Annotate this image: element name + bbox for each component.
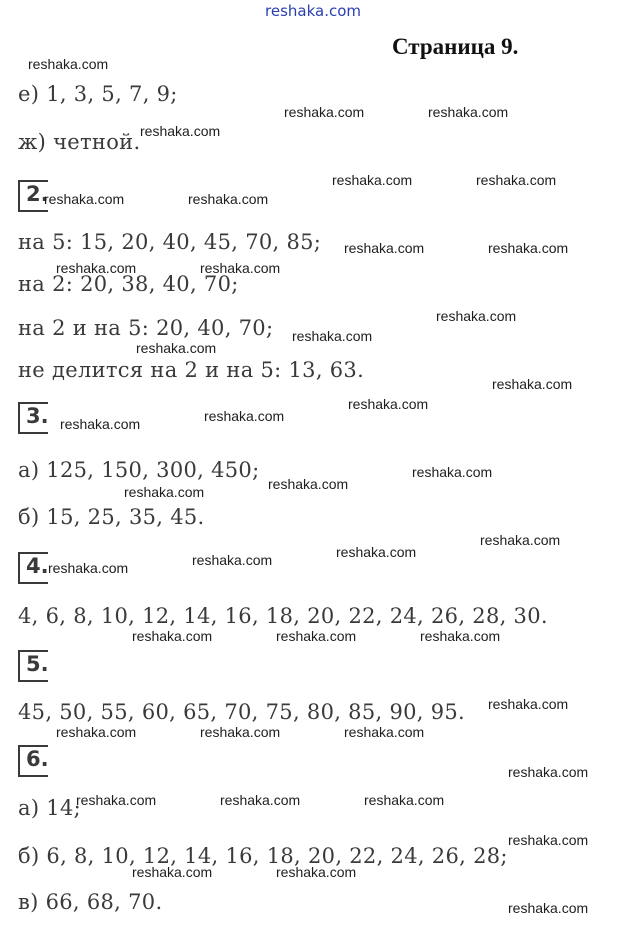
- watermark: reshaka.com: [44, 191, 125, 207]
- watermark: reshaka.com: [488, 696, 569, 712]
- task-number: 4.: [26, 554, 49, 578]
- watermark: reshaka.com: [420, 628, 501, 644]
- watermark: reshaka.com: [488, 240, 569, 256]
- watermark: reshaka.com: [268, 476, 349, 492]
- watermark: reshaka.com: [188, 191, 269, 207]
- task-number-box: [18, 552, 48, 584]
- watermark: reshaka.com: [56, 260, 137, 276]
- task-number-box: [18, 650, 48, 682]
- watermark: reshaka.com: [76, 792, 157, 808]
- task-number-box: [18, 402, 48, 434]
- task-number: 2.: [26, 182, 49, 206]
- watermark: reshaka.com: [200, 724, 281, 740]
- watermark: reshaka.com: [200, 260, 281, 276]
- watermark: reshaka.com: [136, 340, 217, 356]
- answer-line: б) 15, 25, 35, 45.: [18, 505, 205, 529]
- watermark: reshaka.com: [428, 104, 509, 120]
- answer-line: е) 1, 3, 5, 7, 9;: [18, 82, 178, 106]
- watermark: reshaka.com: [348, 396, 429, 412]
- answer-line: б) 6, 8, 10, 12, 14, 16, 18, 20, 22, 24, 26, 28;: [18, 844, 508, 868]
- watermark: reshaka.com: [204, 408, 285, 424]
- answer-line: на 2 и на 5: 20, 40, 70;: [18, 316, 274, 340]
- task-number: 5.: [26, 652, 49, 676]
- watermark: reshaka.com: [492, 376, 573, 392]
- watermark: reshaka.com: [132, 628, 213, 644]
- watermark: reshaka.com: [48, 560, 129, 576]
- watermark: reshaka.com: [28, 56, 109, 72]
- watermark: reshaka.com: [276, 864, 357, 880]
- answer-line: на 2: 20, 38, 40, 70;: [18, 272, 239, 296]
- watermark: reshaka.com: [332, 172, 413, 188]
- watermark: reshaka.com: [364, 792, 445, 808]
- answer-line: в) 66, 68, 70.: [18, 890, 163, 914]
- watermark: reshaka.com: [284, 104, 365, 120]
- watermark: reshaka.com: [292, 328, 373, 344]
- watermark: reshaka.com: [60, 416, 141, 432]
- watermark: reshaka.com: [508, 832, 589, 848]
- watermark: reshaka.com: [124, 484, 205, 500]
- watermark: reshaka.com: [476, 172, 557, 188]
- task-number: 3.: [26, 404, 49, 428]
- watermark: reshaka.com: [132, 864, 213, 880]
- watermark: reshaka.com: [412, 464, 493, 480]
- answer-line: а) 14;: [18, 796, 81, 820]
- watermark: reshaka.com: [508, 900, 589, 916]
- task-number-box: [18, 745, 48, 777]
- watermark: reshaka.com: [480, 532, 561, 548]
- page-title: Страница 9.: [392, 34, 519, 59]
- site-header-link[interactable]: reshaka.com: [265, 2, 361, 20]
- answer-line: на 5: 15, 20, 40, 45, 70, 85;: [18, 230, 322, 254]
- watermark: reshaka.com: [344, 240, 425, 256]
- watermark: reshaka.com: [192, 552, 273, 568]
- watermark: reshaka.com: [508, 764, 589, 780]
- answer-line: 45, 50, 55, 60, 65, 70, 75, 80, 85, 90, 95.: [18, 700, 466, 724]
- answer-line: не делится на 2 и на 5: 13, 63.: [18, 358, 365, 382]
- watermark: reshaka.com: [436, 308, 517, 324]
- watermark: reshaka.com: [336, 544, 417, 560]
- answer-line: 4, 6, 8, 10, 12, 14, 16, 18, 20, 22, 24, 26, 28, 30.: [18, 604, 548, 628]
- task-number: 6.: [26, 747, 49, 771]
- watermark: reshaka.com: [220, 792, 301, 808]
- watermark: reshaka.com: [56, 724, 137, 740]
- answer-line: ж) четной.: [18, 130, 141, 154]
- watermark: reshaka.com: [344, 724, 425, 740]
- watermark: reshaka.com: [140, 123, 221, 139]
- watermark: reshaka.com: [276, 628, 357, 644]
- answer-line: а) 125, 150, 300, 450;: [18, 458, 260, 482]
